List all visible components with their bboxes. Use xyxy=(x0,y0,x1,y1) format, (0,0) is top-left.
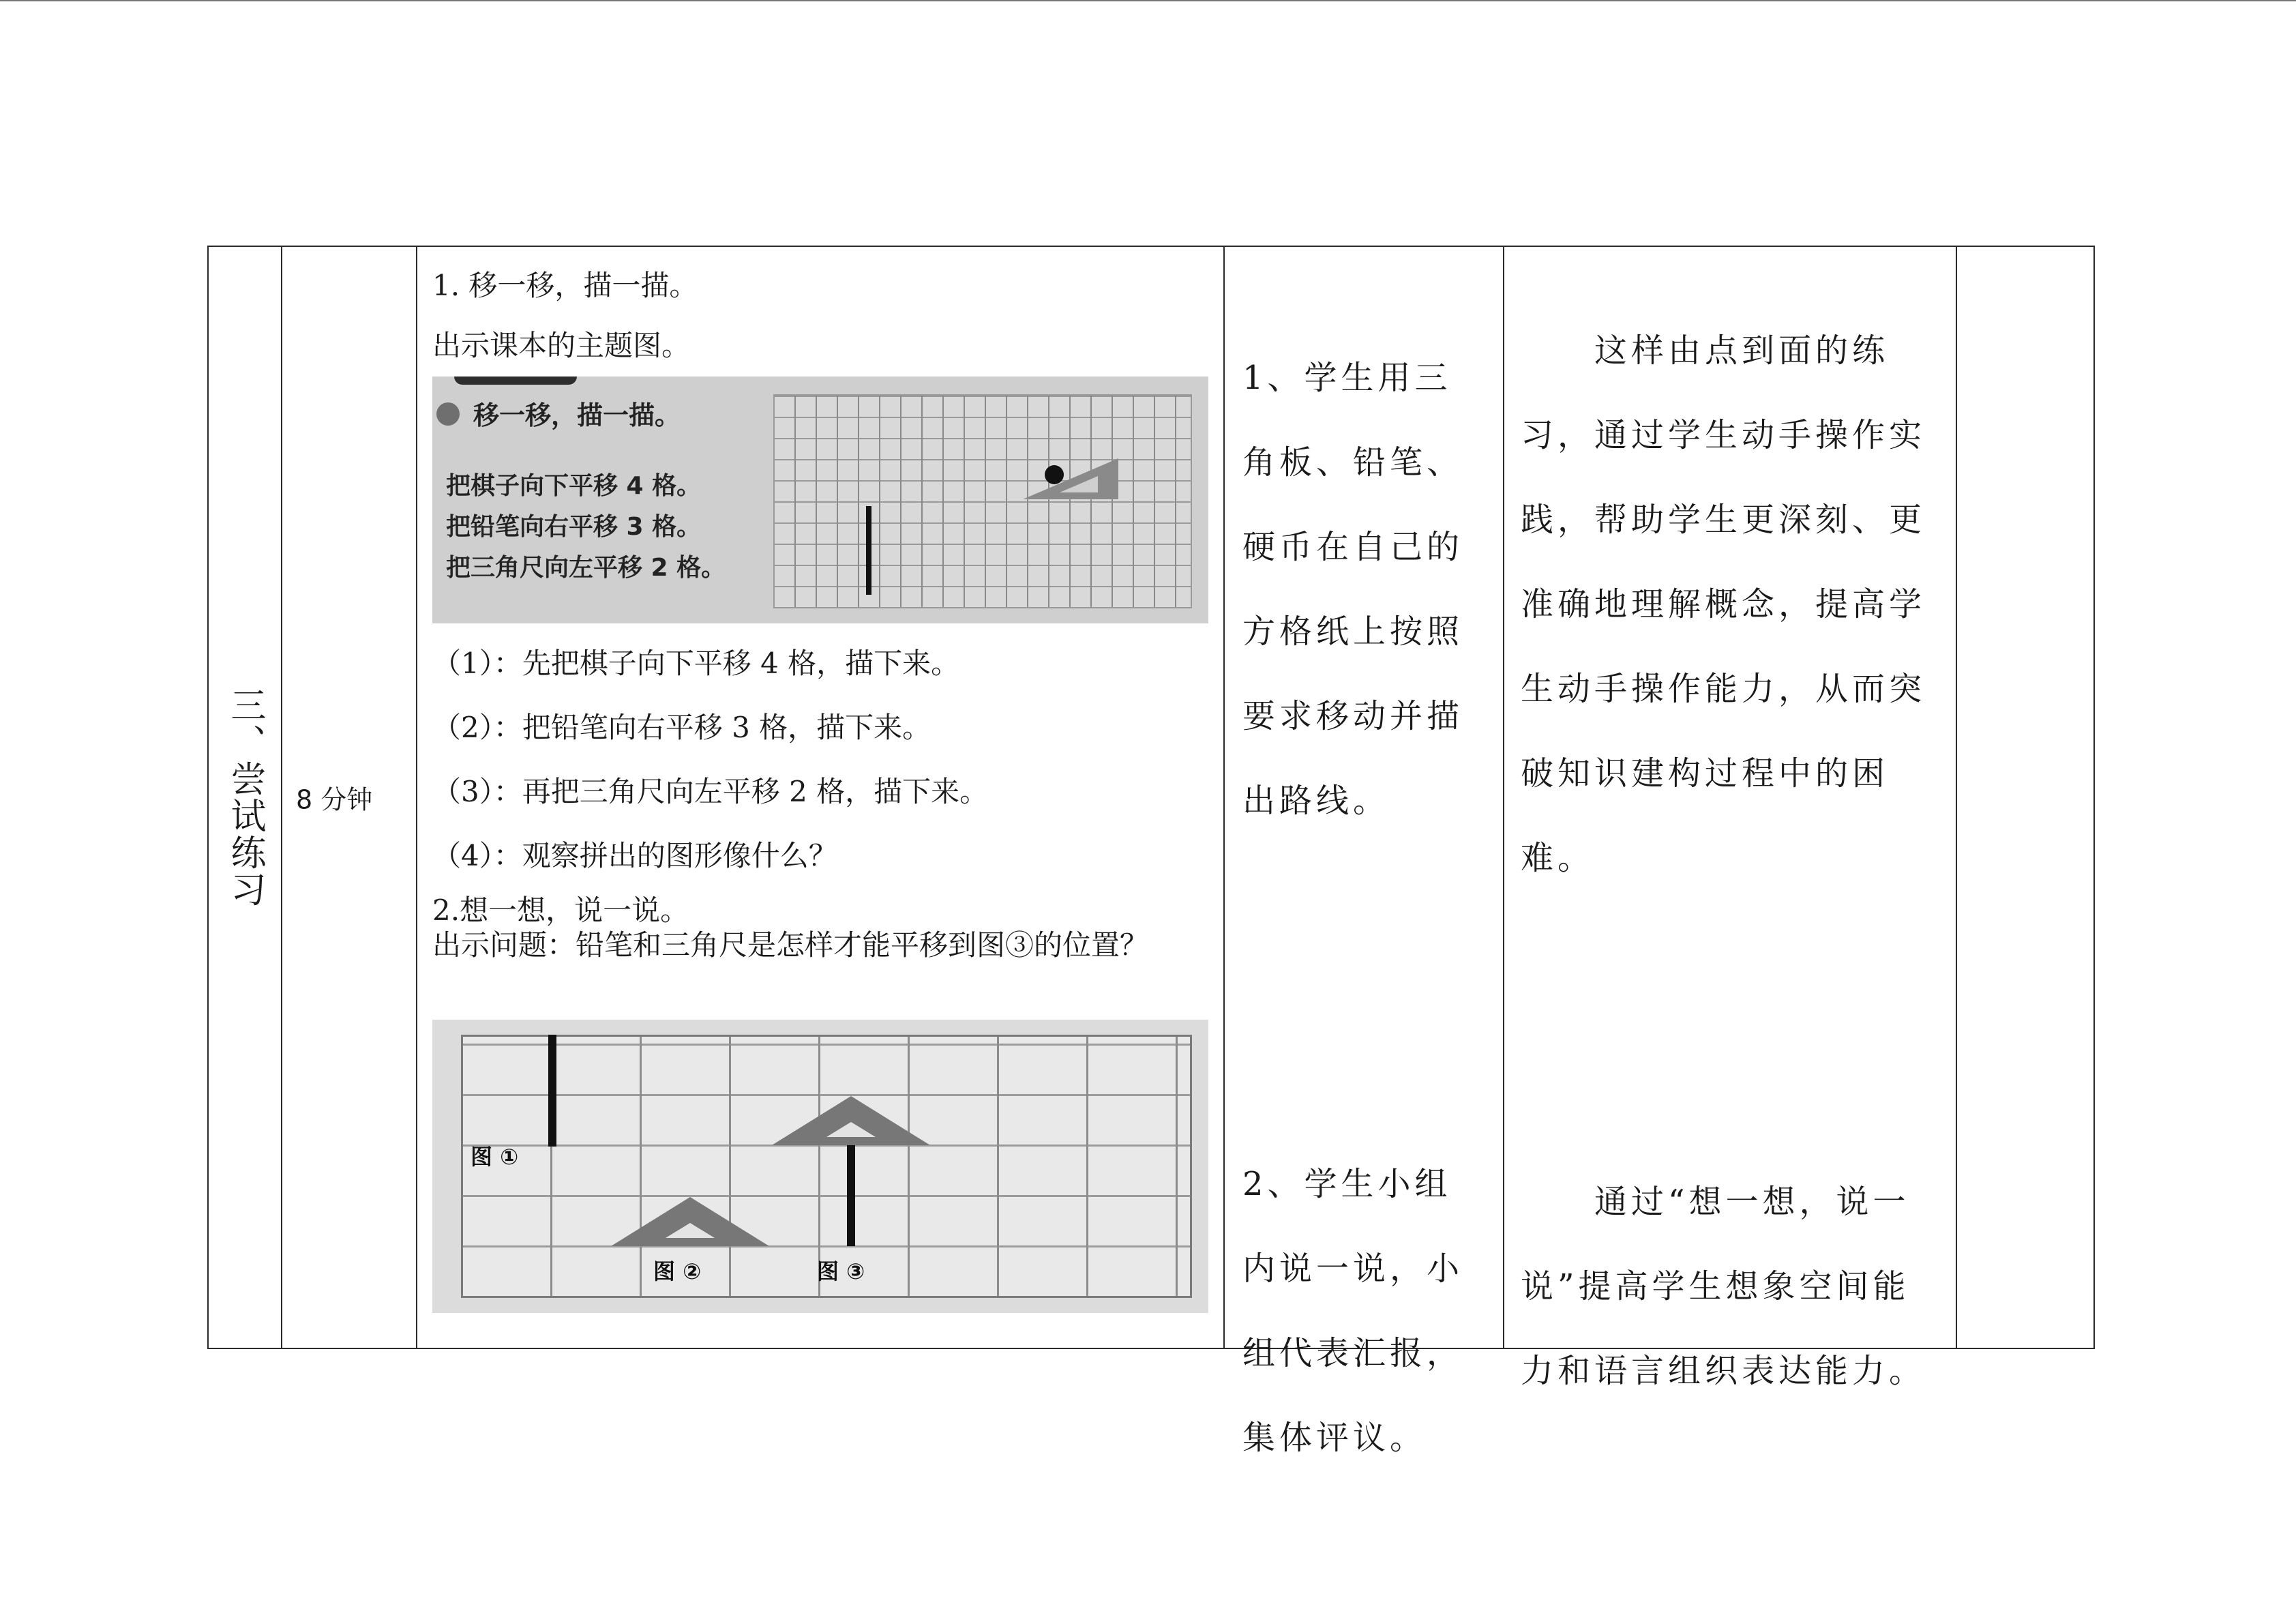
figure-label: 图 ① xyxy=(471,1144,519,1170)
step2-question: 出示问题：铅笔和三角尺是怎样才能平移到图③的位置？ xyxy=(432,928,1149,962)
task-item: （1）：先把棋子向下平移 4 格，描下来。 xyxy=(432,647,960,680)
student-activity-item: 1、学生用三角板、铅笔、硬币在自己的方格纸上按照要求移动并描出路线。 xyxy=(1242,359,1464,820)
student-activity-cell xyxy=(1224,246,1504,1457)
set-square-icon xyxy=(772,1096,930,1145)
figure-label: 图 ② xyxy=(653,1258,702,1284)
figure1-instruction: 把三角尺向左平移 2 格。 xyxy=(446,554,726,582)
figure1-header: 移一移，描一描。 xyxy=(473,400,681,430)
table-row xyxy=(208,246,2094,1348)
pencil-icon xyxy=(847,1145,855,1246)
textbook-figure-positions xyxy=(432,1020,1208,1313)
step1-title: 1. 移一移，描一描。 xyxy=(432,269,698,302)
figure-tab-decoration xyxy=(454,377,577,385)
set-square-hole xyxy=(1060,476,1098,492)
set-square-hole xyxy=(826,1122,876,1137)
figure1-instruction: 把铅笔向右平移 3 格。 xyxy=(446,513,702,541)
step2-title: 2.想一想，说一说。 xyxy=(432,894,689,927)
task-item: （4）：观察拼出的图形像什么？ xyxy=(432,839,837,872)
page-top-border xyxy=(0,0,2296,1)
task-item: （3）：再把三角尺向左平移 2 格，描下来。 xyxy=(432,775,989,808)
design-intent-cell xyxy=(1504,246,1956,1390)
set-square-icon xyxy=(611,1197,769,1246)
teaching-content-cell xyxy=(417,246,1224,1348)
pencil-icon xyxy=(548,1035,556,1147)
time-cell xyxy=(282,246,417,1348)
set-square-hole xyxy=(666,1223,715,1238)
bullet-icon xyxy=(436,402,460,426)
notes-cell xyxy=(1956,246,2094,1348)
design-intent-paragraph: 通过“想一想，说一说”提高学生想象空间能力和语言组织表达能力。 xyxy=(1521,1183,1926,1390)
lesson-plan-table xyxy=(207,246,2095,1457)
time-allocation: 8 分钟 xyxy=(296,784,373,815)
student-activity-item: 2、学生小组内说一说，小组代表汇报，集体评议。 xyxy=(1242,1165,1464,1457)
grid-paper xyxy=(773,394,1192,608)
textbook-figure-translate xyxy=(432,377,1208,623)
step1-intro: 出示课本的主题图。 xyxy=(432,329,691,362)
stage-title: 三、尝试练习 xyxy=(224,687,265,908)
design-intent-paragraph: 这样由点到面的练习，通过学生动手操作实践，帮助学生更深刻、更准确地理解概念，提高学生动手操作能力，从而突破知识建构过程中的困难。 xyxy=(1521,331,1926,877)
pencil-icon xyxy=(866,506,871,595)
task-item: （2）：把铅笔向右平移 3 格，描下来。 xyxy=(432,711,931,744)
stage-cell xyxy=(208,246,282,1348)
figure-label: 图 ③ xyxy=(817,1258,865,1284)
figure1-instruction: 把棋子向下平移 4 格。 xyxy=(446,472,702,500)
